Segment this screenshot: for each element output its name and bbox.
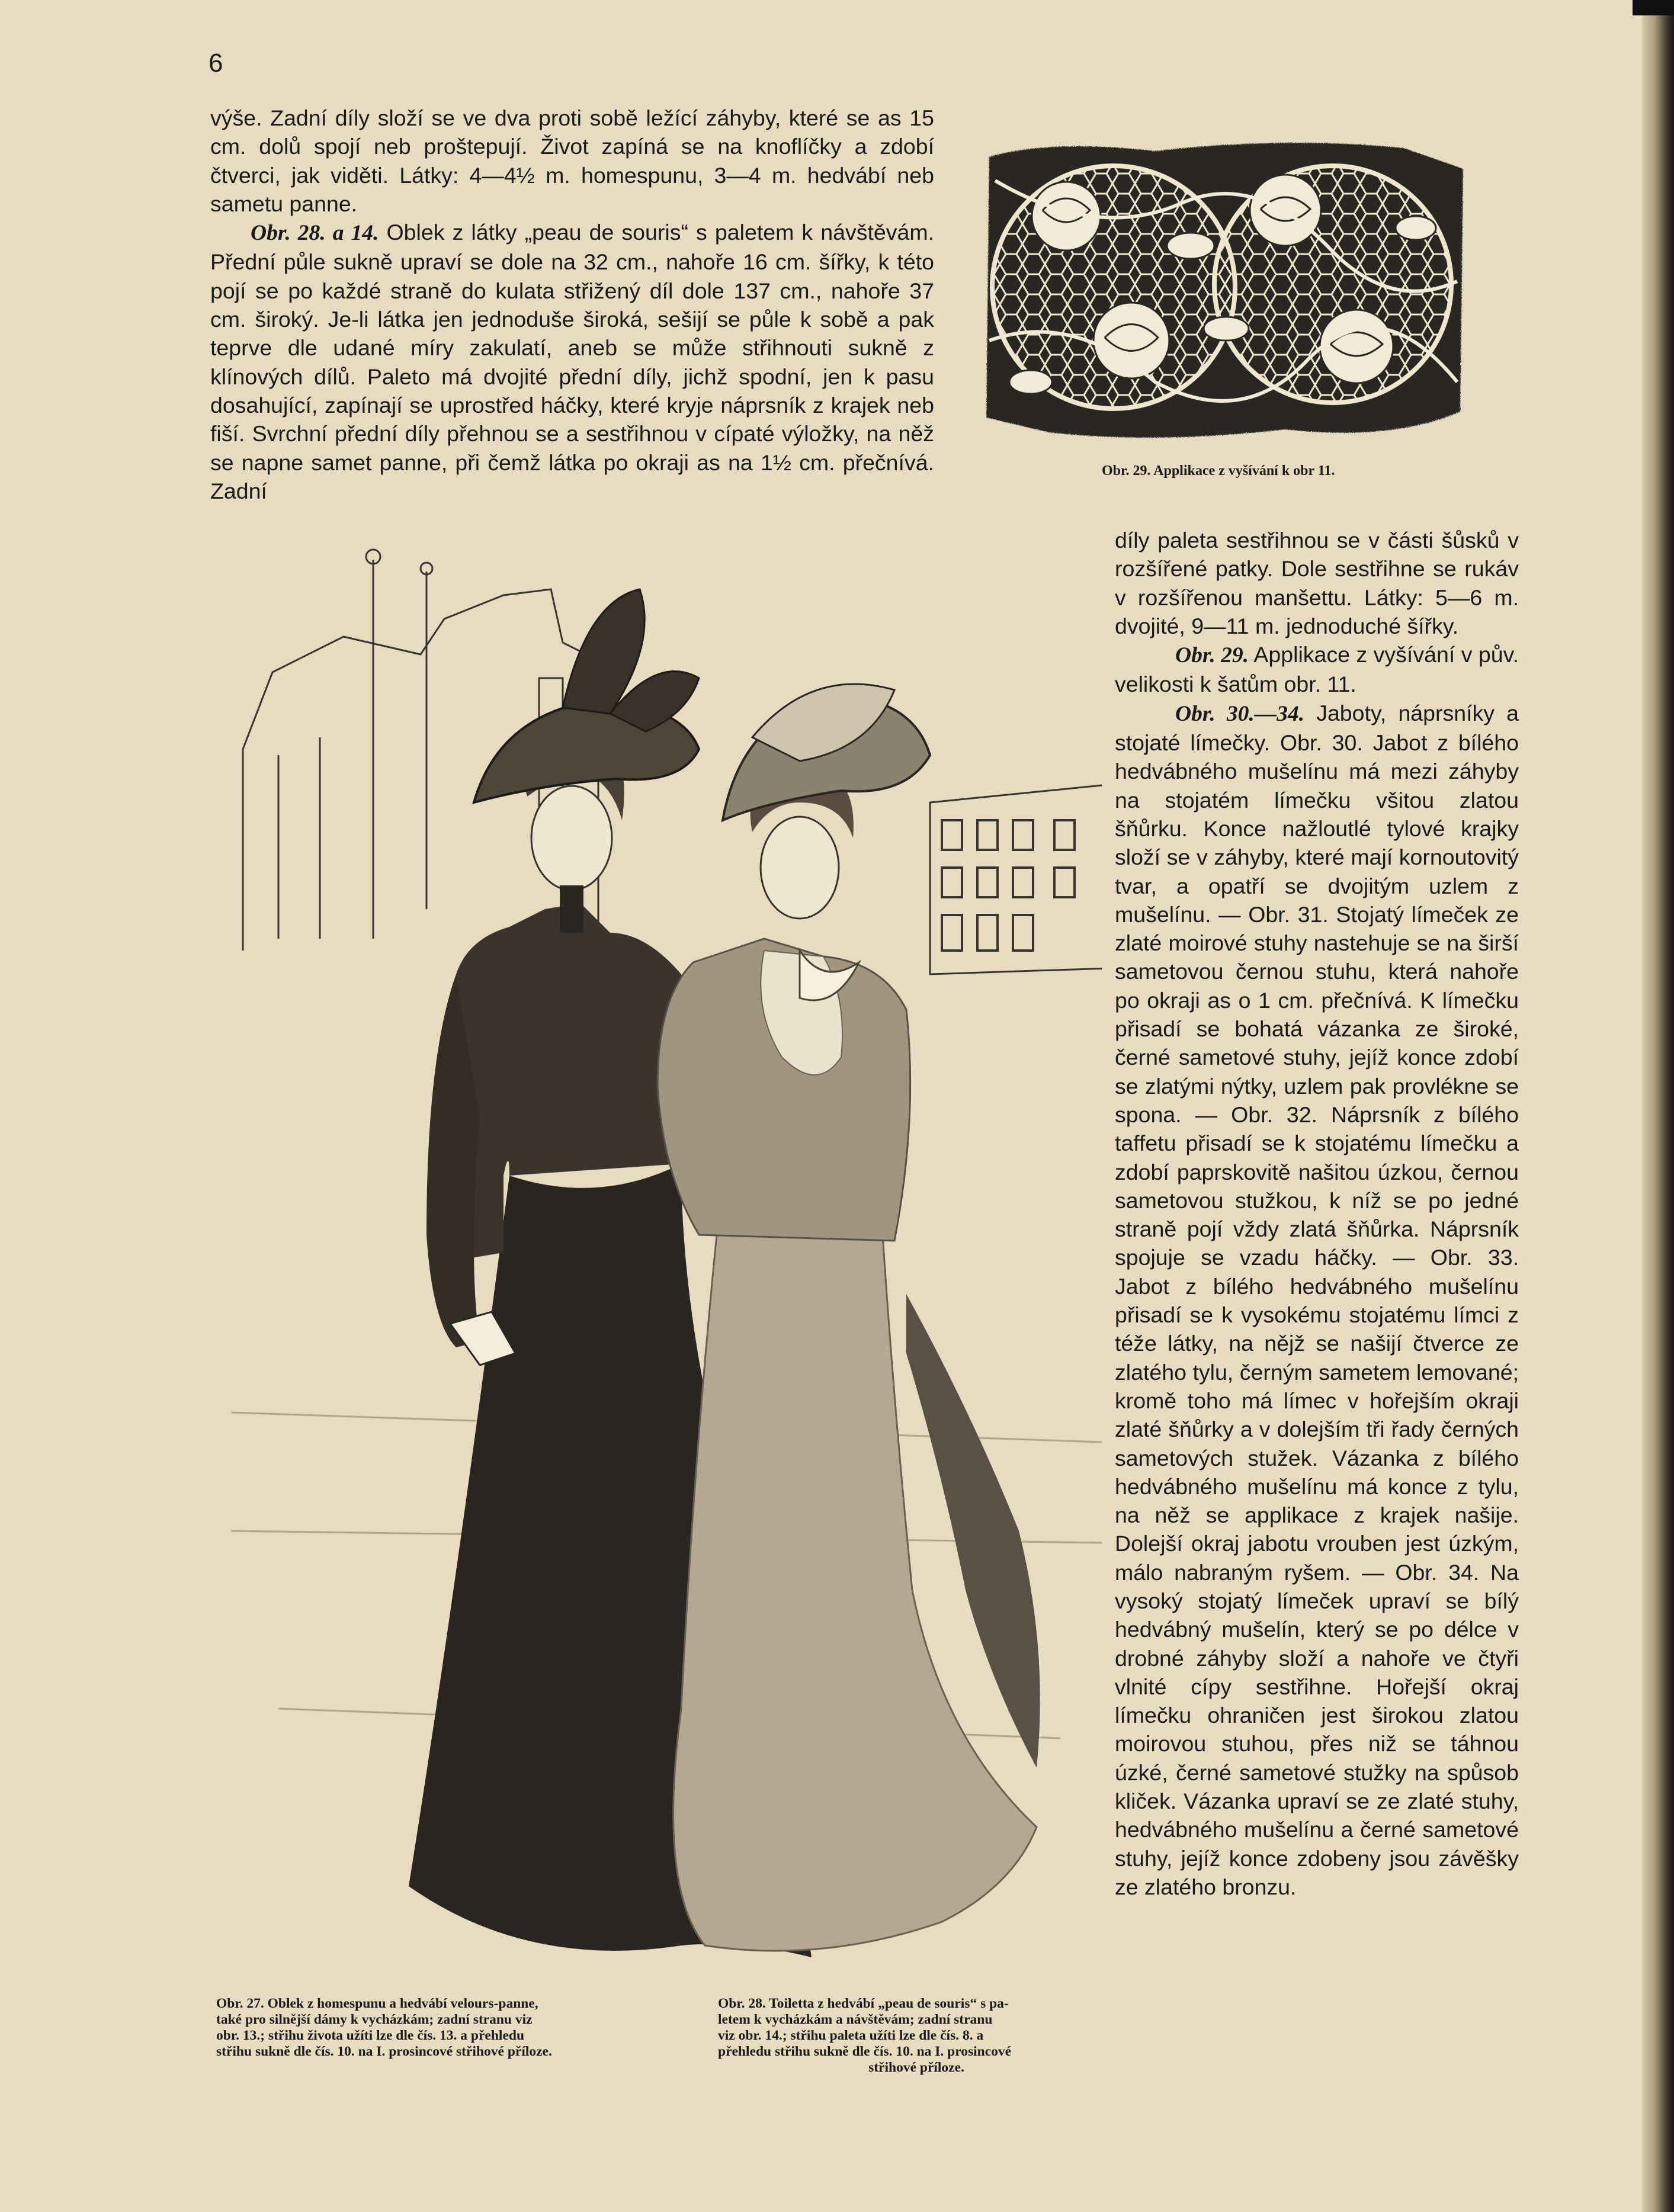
top-text-block xyxy=(210,104,934,505)
obr-30-34-label: Obr. 30.—34. xyxy=(1175,701,1305,726)
right-paragraph-3: Jaboty, náprsníky a stojaté límečky. Obr. 30. Jabot z bílého hedvábného mušelínu má mezi záhyby na stojatém límečku všitou zlatou šňůrku. Konce nažloutlé tylové krajky složí se v záhyby, které mají kornoutovitý tvar, a opatří se dvojitým uzlem z mušelínu. — Obr. 31. Stojatý límeček ze zlaté moirové stuhy nastehuje se na širší sametovou černou stuhu, která nahoře po okraji as o 1 cm. přečnívá. K límečku přisadí se bohatá vázanka ze široké, černé sametové stuhy, jejíž konce zdobí se zlatými nýtky, uzlem pak provlékne se spona. — Obr. 32. Náprsník z bílého taffetu přisadí se k stojatému límečku a zdobí paprskovitě našitou úzkou, černou sametovou stužkou, k níž se po jedné straně pojí vždy zlatá šňůrka. Náprsník spojuje se vzadu háčky. — Obr. 33. Jabot z bílého hedvábného mušelínu přisadí se k vysokému stojatému límci z téže látky, na nějž se našijí čtverce ze zlatého tylu, černým sametem lemované; kromě toho má límec v hořejším okraji zlaté šňůrky a v dolejším tři řady černých sametových stužek. Vázanka z bílého hedvábného mušelínu má konce z tylu, na něž se applikace z krajek našije. Dolejší okraj jabotu vrouben jest úzkým, málo nabraným ryšem. — Obr. 34. Na vysoký stojatý límeček upraví se bílý hedvábný mušelín, který se po délce v drobné záhyby složí a nahoře ve čtyři vlnité cípy sestřihne. Hořejší okraj límečku ohraničen jest širokou zlatou moirovou stuhou, přes niž se táhnou úzké, černé sametové stužky na spůsob kliček. Vázanka upraví se ze zlaté stuhy, hedvábného mušelínu a černé sametové stuhy, jejíž konce zdobeny jsou závěšky ze zlatého bronzu. xyxy=(1115,700,1519,1899)
obr-28-label: Obr. 28. a 14. xyxy=(251,221,379,246)
page-corner-mark xyxy=(1633,0,1674,15)
right-text-block xyxy=(1115,526,1519,1901)
page-number: 6 xyxy=(209,49,223,78)
caption-27-line: obr. 13.; střihu života užíti lze dle čís. 13. a přehledu xyxy=(216,2028,525,2043)
figure-27-caption xyxy=(216,1996,672,2060)
figure-29-caption: Obr. 29. Applikace z vyšívání k obr 11. xyxy=(1102,463,1335,479)
right-paragraph-1: díly paleta sestřihnou se v části šůsků v rozšířené patky. Dole sestřihne se rukáv v rozšířenou manšettu. Látky: 5—6 m. dvojité, 9—11 m. jednoduché šířky. xyxy=(1115,528,1519,638)
caption-28-line: letem k vycházkám a návštěvám; zadní stranu xyxy=(718,2012,993,2027)
caption-27-line: střihu sukně dle čís. 10. na I. prosincové střihové příloze. xyxy=(216,2044,552,2059)
obr-29-label: Obr. 29. xyxy=(1175,643,1249,668)
figure-28-caption xyxy=(718,1996,1115,2076)
right-paragraph-2: Applikace z vyšívání v pův. velikosti k šatům obr. 11. xyxy=(1115,642,1519,697)
top-paragraph-2: Oblek z látky „peau de souris“ s paletem k návštěvám. Přední půle sukně upraví se dole na 32 cm., nahoře 16 cm. šířky, k této pojí se po každé straně do kulata střižený díl dole 137 cm., nahoře 37 cm. široký. Je-li látka jen jednoduše široká, sešijí se půle k sobě a pak teprve dle udané míry zakulatí, aneb se může střihnouti sukně z klínových dílů. Paleto má dvojité přední díly, jichž spodní, jen k pasu dosahující, zapínají se uprostřed háčky, které kryje náprsník z krajek neb fiší. Svrchní přední díly přehnou se a sestřihnou v cípaté výložky, na něž se napne samet panne, při čemž látka po okraji as na 1½ cm. přečnívá. Zadní xyxy=(210,220,935,503)
caption-28-line: viz obr. 14.; střihu paleta užíti lze dle čís. 8. a xyxy=(718,2028,984,2043)
fashion-illustration xyxy=(231,524,1102,1987)
caption-28-line: přehledu střihu sukně dle čís. 10. na I. prosincové xyxy=(718,2044,1012,2059)
caption-28-line: Obr. 28. Toiletta z hedvábí „peau de souris“ s pa- xyxy=(718,1996,1009,2011)
page-binding-edge xyxy=(1642,0,1674,2212)
lace-applique-figure xyxy=(977,133,1469,447)
lady-right-light-dress xyxy=(658,684,1040,1951)
caption-28-line: střihové příloze. xyxy=(868,2060,964,2075)
caption-27-line: Obr. 27. Oblek z homespunu a hedvábí velours-panne, xyxy=(216,1996,538,2011)
top-paragraph-1: výše. Zadní díly složí se ve dva proti sobě ležící záhyby, které se as 15 cm. dolů spojí neb proštepují. Život zapíná se na knoflíčky a zdobí čtverci, jak viděti. Látky: 4—4½ m. homespunu, 3—4 m. hedvábí neb sametu panne. xyxy=(210,105,934,216)
caption-27-line: také pro silnější dámy k vycházkám; zadní stranu viz xyxy=(216,2012,533,2027)
